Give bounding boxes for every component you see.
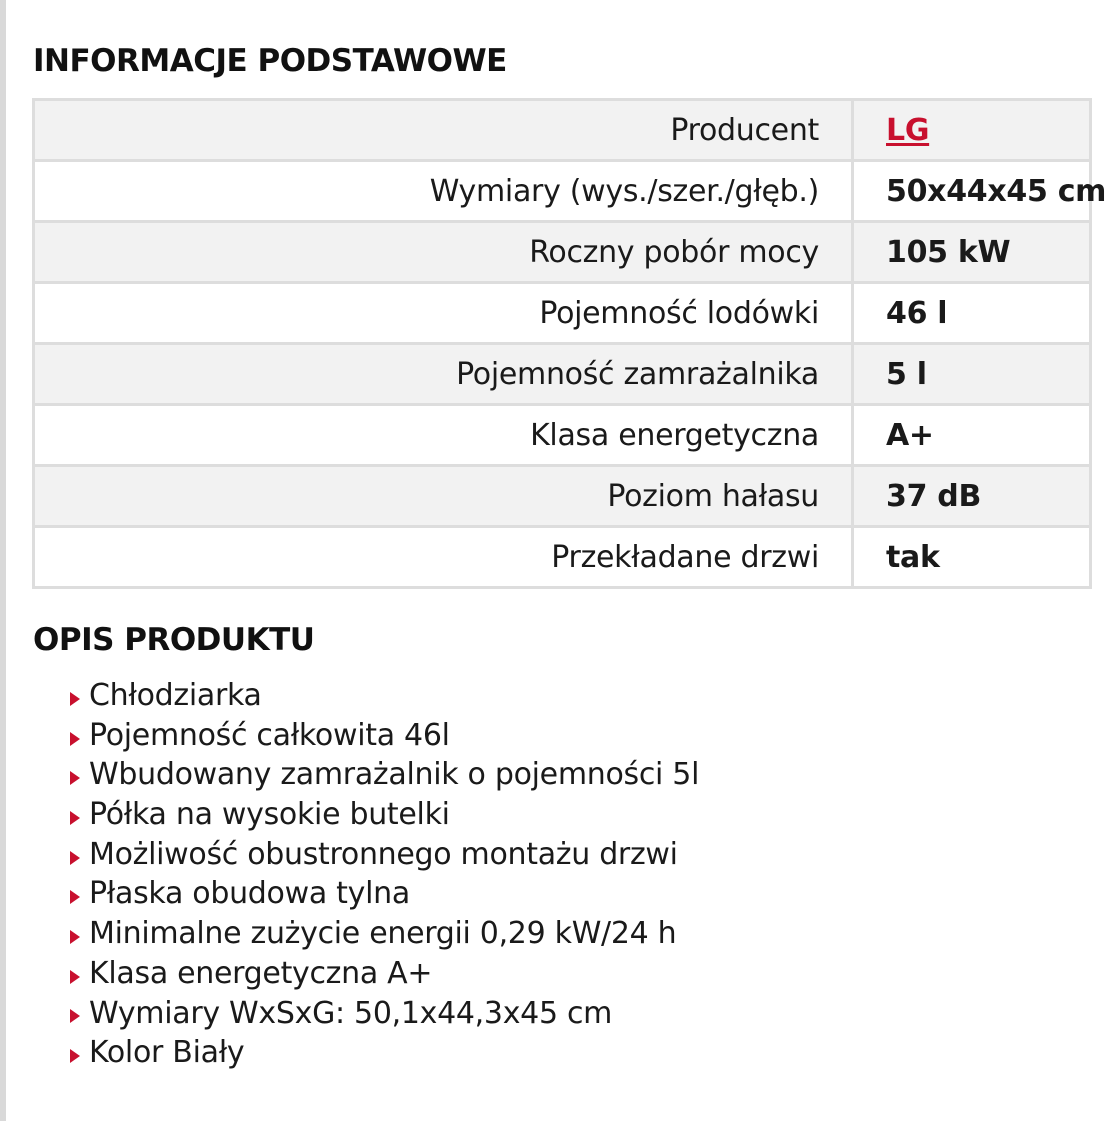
list-item xyxy=(70,874,699,914)
list-item-text: Kolor Biały xyxy=(89,1035,245,1071)
list-item xyxy=(70,1033,699,1073)
spec-value xyxy=(853,100,1091,161)
left-divider xyxy=(0,0,6,1121)
triangle-right-icon xyxy=(70,692,80,706)
list-item-text: Płaska obudowa tylna xyxy=(89,876,410,912)
spec-label: Producent xyxy=(34,100,853,161)
section-heading-basic-info: INFORMACJE PODSTAWOWE xyxy=(33,43,507,79)
list-item xyxy=(70,954,699,994)
triangle-right-icon xyxy=(70,732,80,746)
section-heading-product-description: OPIS PRODUKTU xyxy=(33,622,315,658)
list-item xyxy=(70,795,699,835)
spec-row-energy-class xyxy=(34,405,1091,466)
spec-label: Poziom hałasu xyxy=(34,466,853,527)
spec-label: Pojemność zamrażalnika xyxy=(34,344,853,405)
product-description-list xyxy=(70,676,699,1073)
spec-row-producer xyxy=(34,100,1091,161)
spec-table xyxy=(32,98,1106,589)
triangle-right-icon xyxy=(70,851,80,865)
list-item xyxy=(70,835,699,875)
spec-row-freezer-capacity xyxy=(34,344,1091,405)
list-item-text: Półka na wysokie butelki xyxy=(89,797,450,833)
spec-label: Pojemność lodówki xyxy=(34,283,853,344)
list-item-text: Minimalne zużycie energii 0,29 kW/24 h xyxy=(89,916,677,952)
list-item xyxy=(70,914,699,954)
spec-row-dimensions xyxy=(34,161,1091,222)
spec-row-fridge-capacity xyxy=(34,283,1091,344)
list-item-text: Pojemność całkowita 46l xyxy=(89,717,450,753)
spec-row-annual-power xyxy=(34,222,1091,283)
triangle-right-icon xyxy=(70,771,80,785)
triangle-right-icon xyxy=(70,1009,80,1023)
spec-value: 105 kW xyxy=(853,222,1091,283)
triangle-right-icon xyxy=(70,970,80,984)
list-item-text: Klasa energetyczna A+ xyxy=(89,955,433,991)
triangle-right-icon xyxy=(70,930,80,944)
spec-label: Wymiary (wys./szer./głęb.) xyxy=(34,161,853,222)
list-item xyxy=(70,716,699,756)
list-item-text: Chłodziarka xyxy=(89,678,262,713)
spec-value: tak xyxy=(853,527,1091,588)
list-item-text: Możliwość obustronnego montażu drzwi xyxy=(89,836,678,872)
spec-value: 5 l xyxy=(853,344,1091,405)
triangle-right-icon xyxy=(70,811,80,825)
spec-value: 46 l xyxy=(853,283,1091,344)
spec-label: Roczny pobór mocy xyxy=(34,222,853,283)
list-item-text: Wbudowany zamrażalnik o pojemności 5l xyxy=(89,757,700,793)
triangle-right-icon xyxy=(70,890,80,904)
spec-row-reversible-door xyxy=(34,527,1091,588)
list-item xyxy=(70,994,699,1034)
spec-row-noise-level xyxy=(34,466,1091,527)
spec-label: Klasa energetyczna xyxy=(34,405,853,466)
spec-value: 37 dB xyxy=(853,466,1091,527)
list-item xyxy=(70,755,699,795)
list-item xyxy=(70,676,699,716)
spec-value: A+ xyxy=(853,405,1091,466)
spec-value: 50x44x45 cm xyxy=(853,161,1091,222)
producer-link[interactable]: LG xyxy=(886,112,930,148)
list-item-text: Wymiary WxSxG: 50,1x44,3x45 cm xyxy=(89,995,613,1031)
spec-label: Przekładane drzwi xyxy=(34,527,853,588)
triangle-right-icon xyxy=(70,1049,80,1063)
